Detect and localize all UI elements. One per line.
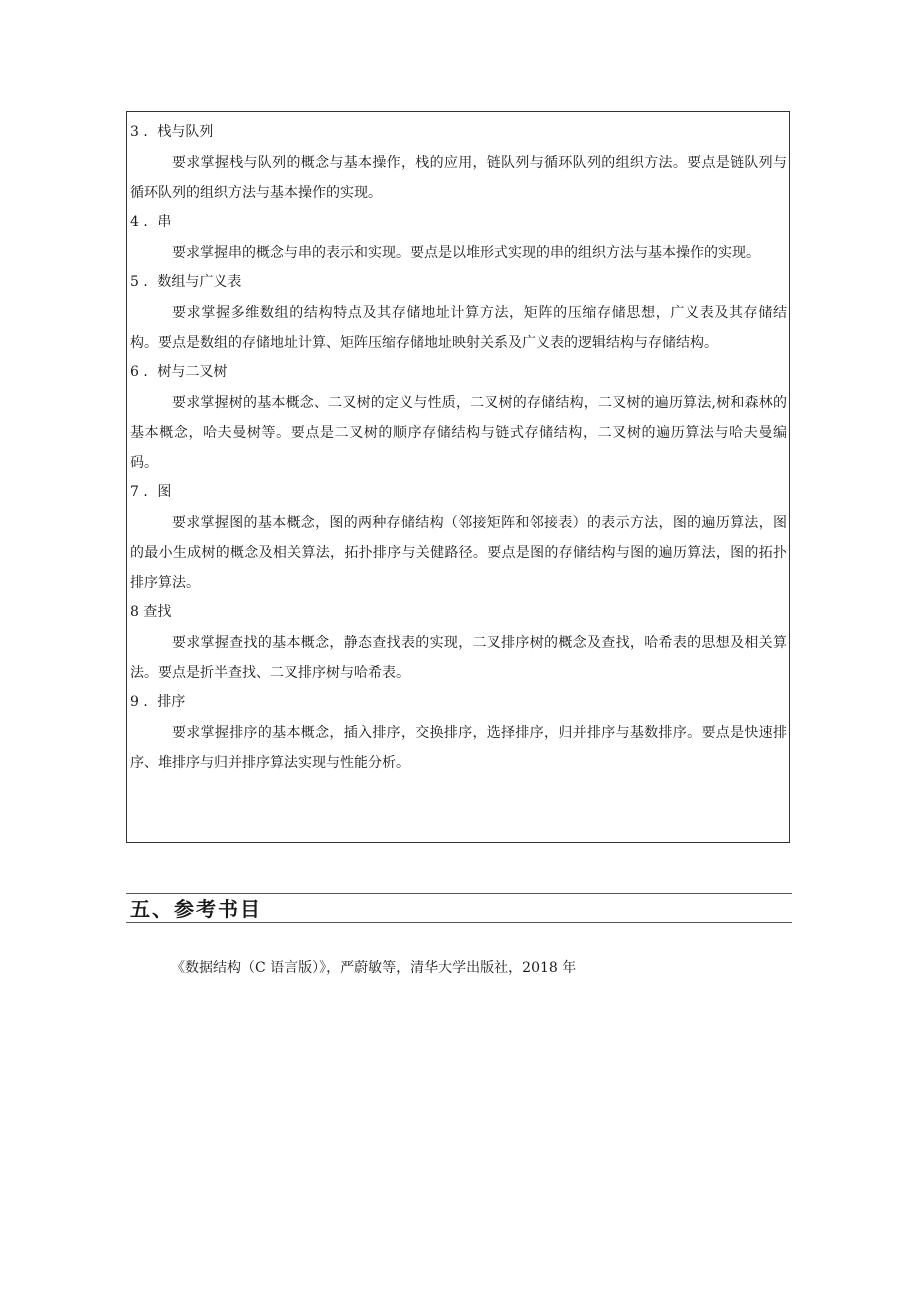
- topic-graph: [130, 482, 787, 598]
- topic-heading: 6 ．树与二叉树: [130, 364, 228, 380]
- reference-entry: 《数据结构（C 语言版）》，严蔚敏等，清华大学出版社，2018 年: [171, 960, 577, 976]
- topic-tree-binary-tree: [130, 362, 787, 478]
- topic-stack-queue: [130, 122, 787, 208]
- topic-heading: 5 ．数组与广义表: [130, 274, 242, 290]
- topic-string: [130, 212, 787, 268]
- topic-search: [130, 602, 787, 688]
- topic-heading: 4 ．串: [130, 214, 172, 230]
- topic-body: 要求掌握排序的基本概念，插入排序，交换排序，选择排序，归并排序与基数排序。要点是快速排序、堆排序与归并排序算法实现与性能分析。: [130, 725, 787, 771]
- syllabus-content-box: [126, 111, 790, 843]
- topic-heading: 3 ．栈与队列: [130, 124, 214, 140]
- topic-heading: 9 ．排序: [130, 694, 186, 710]
- section-title: 五、参考书目: [130, 897, 262, 921]
- topic-body: 要求掌握树的基本概念、二叉树的定义与性质，二叉树的存储结构，二叉树的遍历算法,树和森林的基本概念，哈夫曼树等。要点是二叉树的顺序存储结构与链式存储结构，二叉树的遍历算法与哈夫曼编码。: [130, 395, 787, 471]
- references-section-header: [126, 893, 792, 923]
- topic-body: 要求掌握串的概念与串的表示和实现。要点是以堆形式实现的串的组织方法与基本操作的实现。: [172, 245, 760, 261]
- topic-array-generalized-list: [130, 272, 787, 358]
- topic-body: 要求掌握栈与队列的概念与基本操作，栈的应用，链队列与循环队列的组织方法。要点是链队列与循环队列的组织方法与基本操作的实现。: [130, 155, 787, 201]
- topic-body: 要求掌握多维数组的结构特点及其存储地址计算方法，矩阵的压缩存储思想，广义表及其存储结构。要点是数组的存储地址计算、矩阵压缩存储地址映射关系及广义表的逻辑结构与存储结构。: [130, 305, 787, 351]
- topic-heading: 8 查找: [130, 604, 172, 620]
- topic-body: 要求掌握图的基本概念，图的两种存储结构（邻接矩阵和邻接表）的表示方法，图的遍历算法，图的最小生成树的概念及相关算法，拓扑排序与关健路径。要点是图的存储结构与图的遍历算法，图的拓扑排序算法。: [130, 515, 787, 591]
- topic-sort: [130, 692, 787, 778]
- topic-heading: 7 ．图: [130, 484, 172, 500]
- topic-body: 要求掌握查找的基本概念，静态查找表的实现，二叉排序树的概念及查找，哈希表的思想及相关算法。要点是折半查找、二叉排序树与哈希表。: [130, 635, 787, 681]
